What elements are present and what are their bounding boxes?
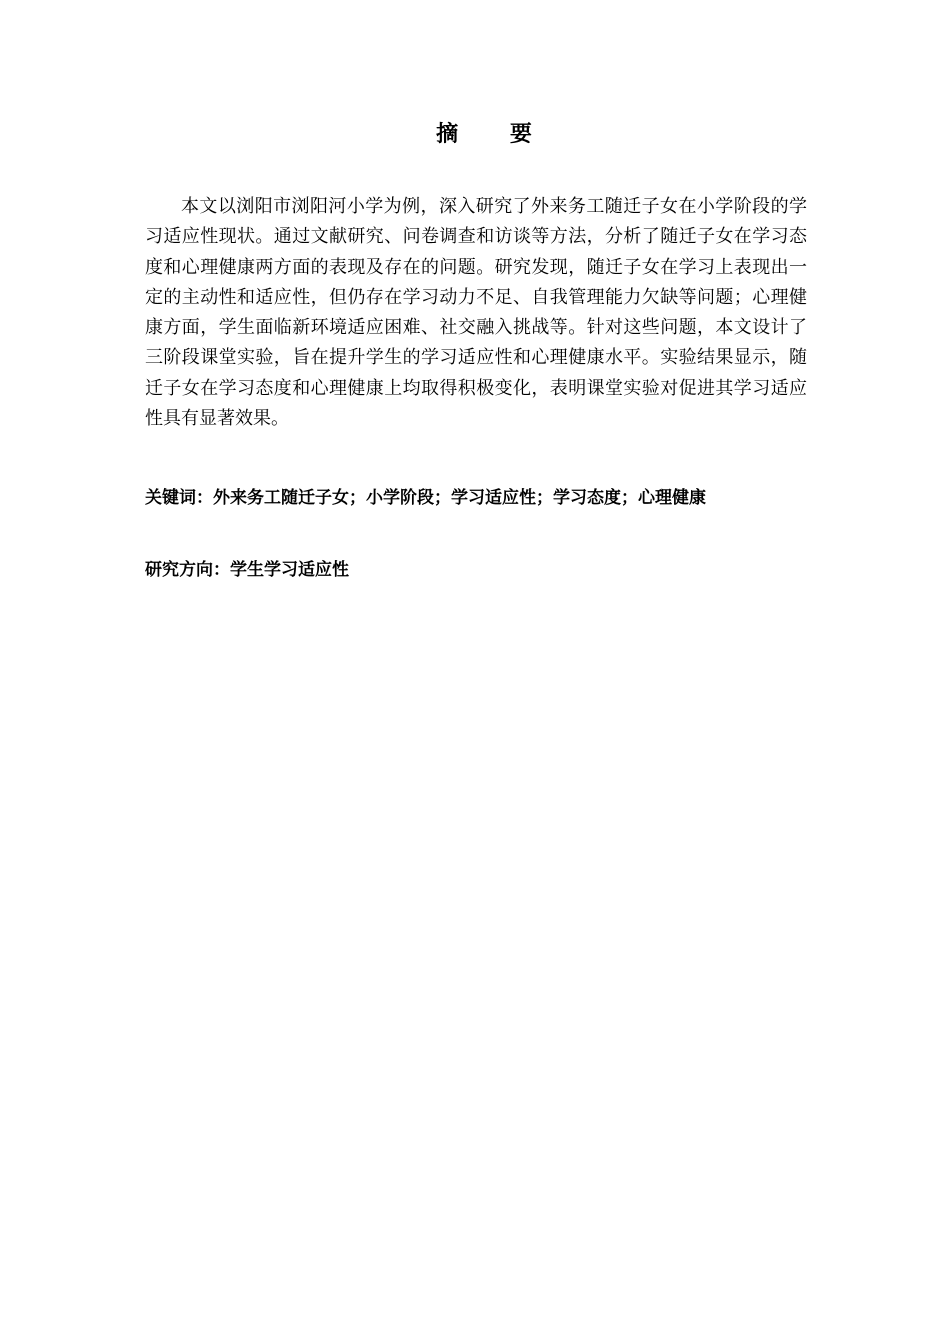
keywords-label: 关键词： — [145, 488, 213, 508]
research-direction-text: 学生学习适应性 — [230, 560, 349, 580]
abstract-title: 摘 要 — [436, 122, 554, 147]
research-direction-label: 研究方向： — [145, 560, 230, 580]
keywords-line — [145, 485, 825, 511]
research-direction-line — [145, 557, 825, 583]
keywords-text: 外来务工随迁子女；小学阶段；学习适应性；学习态度；心理健康 — [213, 488, 706, 508]
abstract-body: 本文以浏阳市浏阳河小学为例，深入研究了外来务工随迁子女在小学阶段的学习适应性现状。通过文献研究、问卷调查和访谈等方法，分析了随迁子女在学习态度和心理健康两方面的表现及存在的问题。研究发现，随迁子女在学习上表现出一定的主动性和适应性，但仍存在学习动力不足、自我管理能力欠缺等问题；心理健康方面，学生面临新环境适应困难、社交融入挑战等。针对这些问题，本文设计了三阶段课堂实验，旨在提升学生的学习适应性和心理健康水平。实验结果显示，随迁子女在学习态度和心理健康上均取得积极变化，表明课堂实验对促进其学习适应性具有显著效果。 — [145, 196, 807, 430]
